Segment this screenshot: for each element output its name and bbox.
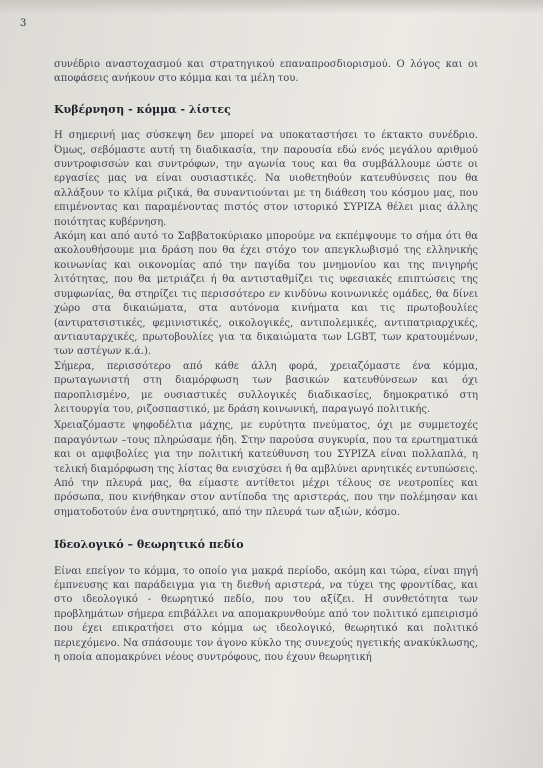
section-heading-ideology: Ιδεολογικό – θεωρητικό πεδίο — [54, 538, 244, 552]
page-shadow — [0, 0, 543, 14]
section-heading-government: Κυβέρνηση - κόμμα - λίστες — [54, 102, 231, 116]
section2-paragraph-1: Είναι επείγον το κόμμα, το οποίο για μακρά περίοδο, ακόμη και τώρα, είναι πηγή έμπνευσης και παράδειγμα για τη διεθνή αριστερά, να τύχει της φροντίδας, και στο ιδεολογικό - θεωρητικό πεδίο, που του αξίζει. Η συνθετότητα των προβλημάτων σήμερα επιβάλλει να απομακρυνθούμε από τον πολιτικό εμπειρισμό που έχει επικρατήσει στο κόμμα ως ιδεολογικό, θεωρητικό και πολιτικό περιεχόμενο. Να σπάσουμε τον άγονο κύκλο της συνεχούς ηγετικής ανακύκλωσης, η οποία απομακρύνει νέους συντρόφους, που έχουν θεωρητική — [54, 565, 478, 664]
section1-paragraph-2: Ακόμη και από αυτό το Σαββατοκύριακο μπορούμε να εκπέμψουμε το σήμα ότι θα ακολουθήσουμε μια δράση που θα έχει στόχο τον απεγκλωβισμό της ελληνικής κοινωνίας και οικονομίας από την παγίδα του μνημονίου και της πνιγηρής λιτότητας, που θα μετριάζει ή θα αντισταθμίζει τις υφεσιακές επιπτώσεις της συμφωνίας, θα στηρίζει τις περισσότερο εν κινδύνω κοινωνικές ομάδες, θα δίνει χώρο στα δικαιώματα, στα αυτόνομα κινήματα και τις πρωτοβουλίες (αντιρατσιστικές, φεμινιστικές, οικολογικές, αντιπολεμικές, αντιπατριαρχικές, αντιαυταρχικές, πρωτοβουλίες για τα δικαιώματα των LGBT, των κρατουμένων, των αστέγων κ.ά.). — [54, 231, 478, 358]
section1-paragraph-3: Σήμερα, περισσότερο από κάθε άλλη φορά, χρειαζόμαστε ένα κόμμα, πρωταγωνιστή στη διαμόρφωση των βασικών κατευθύνσεων και όχι παροπλισμένο, με ουσιαστικές συλλογικές διαδικασίες, δημοκρατικό στη λειτουργία του, ριζοσπαστικό, με δράση κοινωνική, παραγωγό πολιτικής. — [54, 360, 478, 415]
section1-paragraph-4: Χρειαζόμαστε ψηφοδέλτια μάχης, με ευρύτητα πνεύματος, όχι με συμμετοχές παραγόντων –τους πληρώσαμε ήδη. Στην παρούσα συγκυρία, που τα ερωτηματικά και οι αμφιβολίες για την πολιτική κατεύθυνση του ΣΥΡΙΖΑ είναι πολλαπλά, η τελική διαμόρφωση της λίστας θα ενισχύσει ή θα αμβλύνει αρνητικές εντυπώσεις. Από την πλευρά μας, θα είμαστε αντίθετοι μέχρι τέλους σε νεοτροπίες και πρόσωπα, που κινήθηκαν στον αντίποδα της αριστεράς, που την πολέμησαν και σηματοδοτούν ένα συντηρητικό, από την πλευρά των αξιών, κόσμο. — [54, 420, 478, 518]
section1-paragraph-1: Η σημερινή μας σύσκεψη δεν μπορεί να υποκαταστήσει το έκτακτο συνέδριο. Όμως, σεβόμαστε αυτή τη διαδικασία, την παρουσία εδώ ενός μεγάλου αριθμού συντροφισσών και συντρόφων, την αγωνία τους και θα συμβάλλουμε ώστε οι εργασίες μας να είναι ουσιαστικές. Να υιοθετηθούν κατευθύνσεις που θα αλλάξουν το κλίμα ριζικά, θα συναντιούνται με τη διάθεση του κόσμου μας, που επιμένοντας και παραμένοντας πιστός στον ιστορικό ΣΥΡΙΖΑ θέλει μιας άλλης ποιότητας κυβέρνηση. — [54, 130, 478, 228]
document-body — [54, 58, 478, 665]
intro-paragraph: συνέδριο αναστοχασμού και στρατηγικού επαναπροσδιορισμού. Ο λόγος και οι αποφάσεις ανήκουν στο κόμμα και τα μέλη του. — [54, 59, 478, 85]
page-number: 3 — [20, 18, 27, 29]
